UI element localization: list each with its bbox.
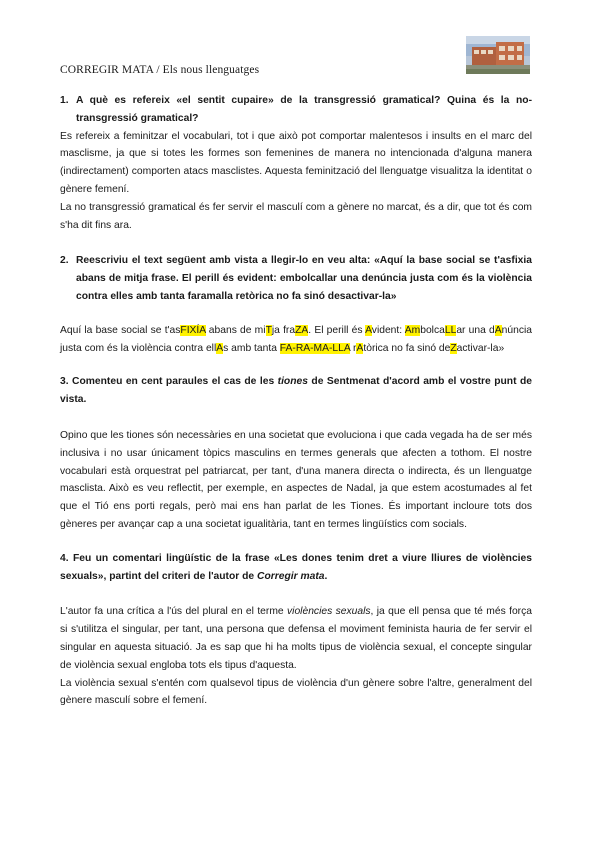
- question-4-text-pre: 4. Feu un comentari lingüístic de la frase «Les dones tenim dret a viure lliures de violències sexuals», partint del criteri de l'autor de: [60, 552, 532, 582]
- text-segment: . El perill és: [308, 324, 366, 336]
- question-2: [60, 252, 532, 305]
- question-4-text-em: Corregir mata: [257, 570, 325, 582]
- answer-3-paragraph: Opino que les tiones són necessàries en una societat que evoluciona i que cada vegada ha de ser més inclusiva i no usar únicament tòpics masculins en termes generals que afecten a tothom. El nostre vocabulari està orquestrat pel patriarcat, per tant, d'una manera directa o indirecta, és un llenguatge masclista. Això es veu reflectit, per exemple, en aspectes de Nadal, ja que estem acostumades al fet que el Tió ens porti regals, però mai ens han parlat de les Tiones. És important incloure tots dos gèneres per avançar cap a una societat igualitària, tant en termes lingüístics com socials.: [60, 429, 532, 530]
- text-segment: activar-la»: [456, 342, 505, 354]
- building-photo: [466, 36, 530, 74]
- answer-1-paragraph-2: La no transgressió gramatical és fer servir el masculí com a gènere no marcat, és a dir, que tot és com s'ha dit fins ara.: [60, 201, 532, 231]
- answer-4-text-pre: L'autor fa una crítica a l'ús del plural en el terme: [60, 606, 288, 618]
- question-2-text: Reescriviu el text següent amb vista a llegir-lo en veu alta: «Aquí la base social se t'asfixia abans de mitja frase. El perill és evident: embolcallar una denúncia justa com és la violència contra elles amb tanta faramalla retòrica no fa sinó desactivar-la»: [76, 255, 532, 302]
- text-segment: Aquí la base social se t'as: [60, 324, 181, 336]
- question-1: [60, 92, 532, 128]
- highlighted-segment: ZA: [295, 324, 309, 336]
- question-3: [60, 373, 532, 409]
- text-segment: vident:: [371, 324, 405, 336]
- document-body: [60, 92, 532, 710]
- highlighted-segment: A: [356, 342, 364, 354]
- answer-1-paragraph-1: Es refereix a feminitzar el vocabulari, tot i que això pot comportar malentesos i insults en el marc del masclisme, ja que si totes les formes son femenines de manera no intencionada d'alguna manera (indirectament) comporten atacs masclistes. Aquesta feminització del llenguatge visualitza la identitat o gènere femení.: [60, 130, 532, 195]
- highlighted-segment: A: [216, 342, 224, 354]
- question-3-text-em: tiones: [277, 376, 308, 388]
- highlighted-segment: T: [265, 324, 272, 336]
- question-4: [60, 550, 532, 586]
- question-1-text: A què es refereix «el sentit cupaire» de la transgressió gramatical? Quina és la no-transgressió gramatical?: [76, 95, 532, 124]
- highlighted-segment: A: [494, 324, 502, 336]
- text-segment: núncia justa com és la violència contra ell: [60, 324, 532, 354]
- answer-2-paragraph: [60, 322, 532, 358]
- question-1-number: 1.: [60, 95, 69, 106]
- question-3-text-post: de Sentmenat d'acord amb el vostre punt de vista.: [60, 376, 532, 406]
- answer-4-paragraph-2: La violència sexual s'entén com qualsevol tipus de violència d'un gènere sobre l'altre, generalment del gènere masculí sobre el femení.: [60, 677, 532, 707]
- question-4-text-post: .: [324, 570, 328, 582]
- text-segment: r: [350, 342, 357, 354]
- highlighted-segment: LL: [444, 324, 457, 336]
- text-segment: abans de mi: [205, 324, 266, 336]
- text-segment: ar una d: [456, 324, 495, 336]
- text-segment: s amb tanta: [223, 342, 280, 354]
- text-segment: bolca: [420, 324, 445, 336]
- highlighted-segment: Z: [450, 342, 457, 354]
- text-segment: tòrica no fa sinó de: [363, 342, 451, 354]
- highlighted-segment: A: [365, 324, 372, 336]
- document-header: CORREGIR MATA / Els nous llenguatges: [60, 64, 260, 76]
- question-3-text-pre: 3. Comenteu en cent paraules el cas de les: [60, 376, 278, 388]
- answer-4-text-post: , ja que ell pensa que té més força si s'utilitza el singular, per tant, una persona que defensa el moviment feminista hauria de fer servir el singular en aquesta situació. Ja es sap que hi ha molts tipus de violència sexual, el concepte singular de violència sexual engloba tots els tipus d'aquesta.: [60, 606, 532, 671]
- answer-4-paragraph-1: [60, 603, 532, 674]
- answer-4-text-em: violències sexuals: [287, 606, 371, 618]
- text-segment: ja fra: [271, 324, 296, 336]
- highlighted-segment: Am: [404, 324, 421, 336]
- question-2-number: 2.: [60, 255, 69, 267]
- highlighted-segment: FIXÍA: [180, 324, 206, 336]
- highlighted-segment: FA-RA-MA-LLA: [279, 342, 351, 354]
